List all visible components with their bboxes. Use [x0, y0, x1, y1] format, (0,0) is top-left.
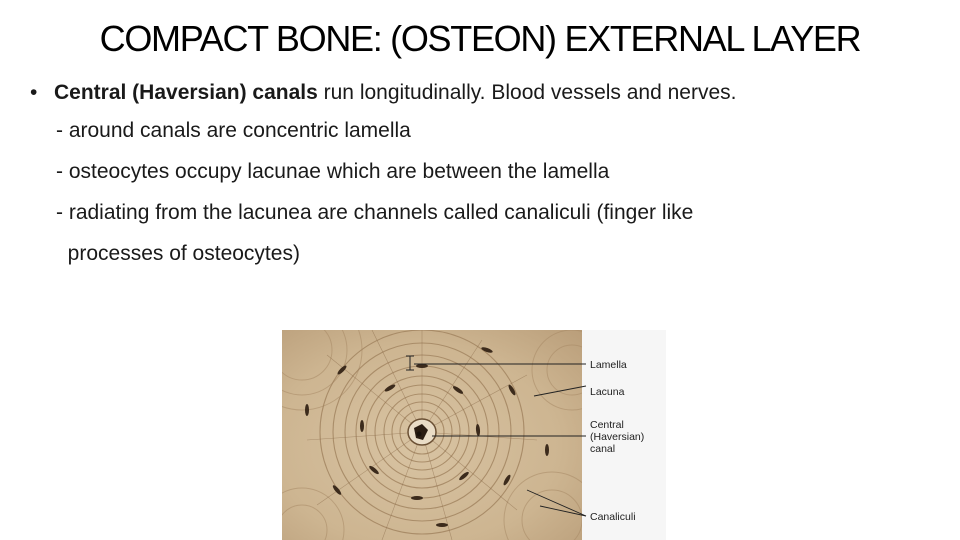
sub-point-canaliculi: - radiating from the lacunea are channels called canaliculi (finger like	[56, 201, 694, 224]
label-central-canal: Central (Haversian) canal	[590, 419, 645, 455]
slide-title: COMPACT BONE: (OSTEON) EXTERNAL LAYER	[99, 18, 861, 59]
label-lacuna: Lacuna	[590, 386, 625, 398]
bullet-bold-text: Central (Haversian) canals	[54, 81, 318, 104]
sub-point-lamella: - around canals are concentric lamella	[56, 119, 411, 142]
label-lamella: Lamella	[590, 359, 627, 371]
bullet-point	[30, 78, 736, 107]
bullet-text: run longitudinally. Blood vessels and nerves.	[317, 81, 737, 104]
osteon-micrograph	[282, 330, 582, 540]
label-canaliculi: Canaliculi	[590, 511, 636, 523]
micrograph-image	[282, 330, 582, 540]
sub-point-lacunae: - osteocytes occupy lacunae which are between the lamella	[56, 160, 610, 183]
sub-point-continuation: processes of osteocytes)	[56, 242, 300, 265]
bullet-icon: •	[30, 81, 38, 104]
osteon-figure	[282, 330, 666, 540]
